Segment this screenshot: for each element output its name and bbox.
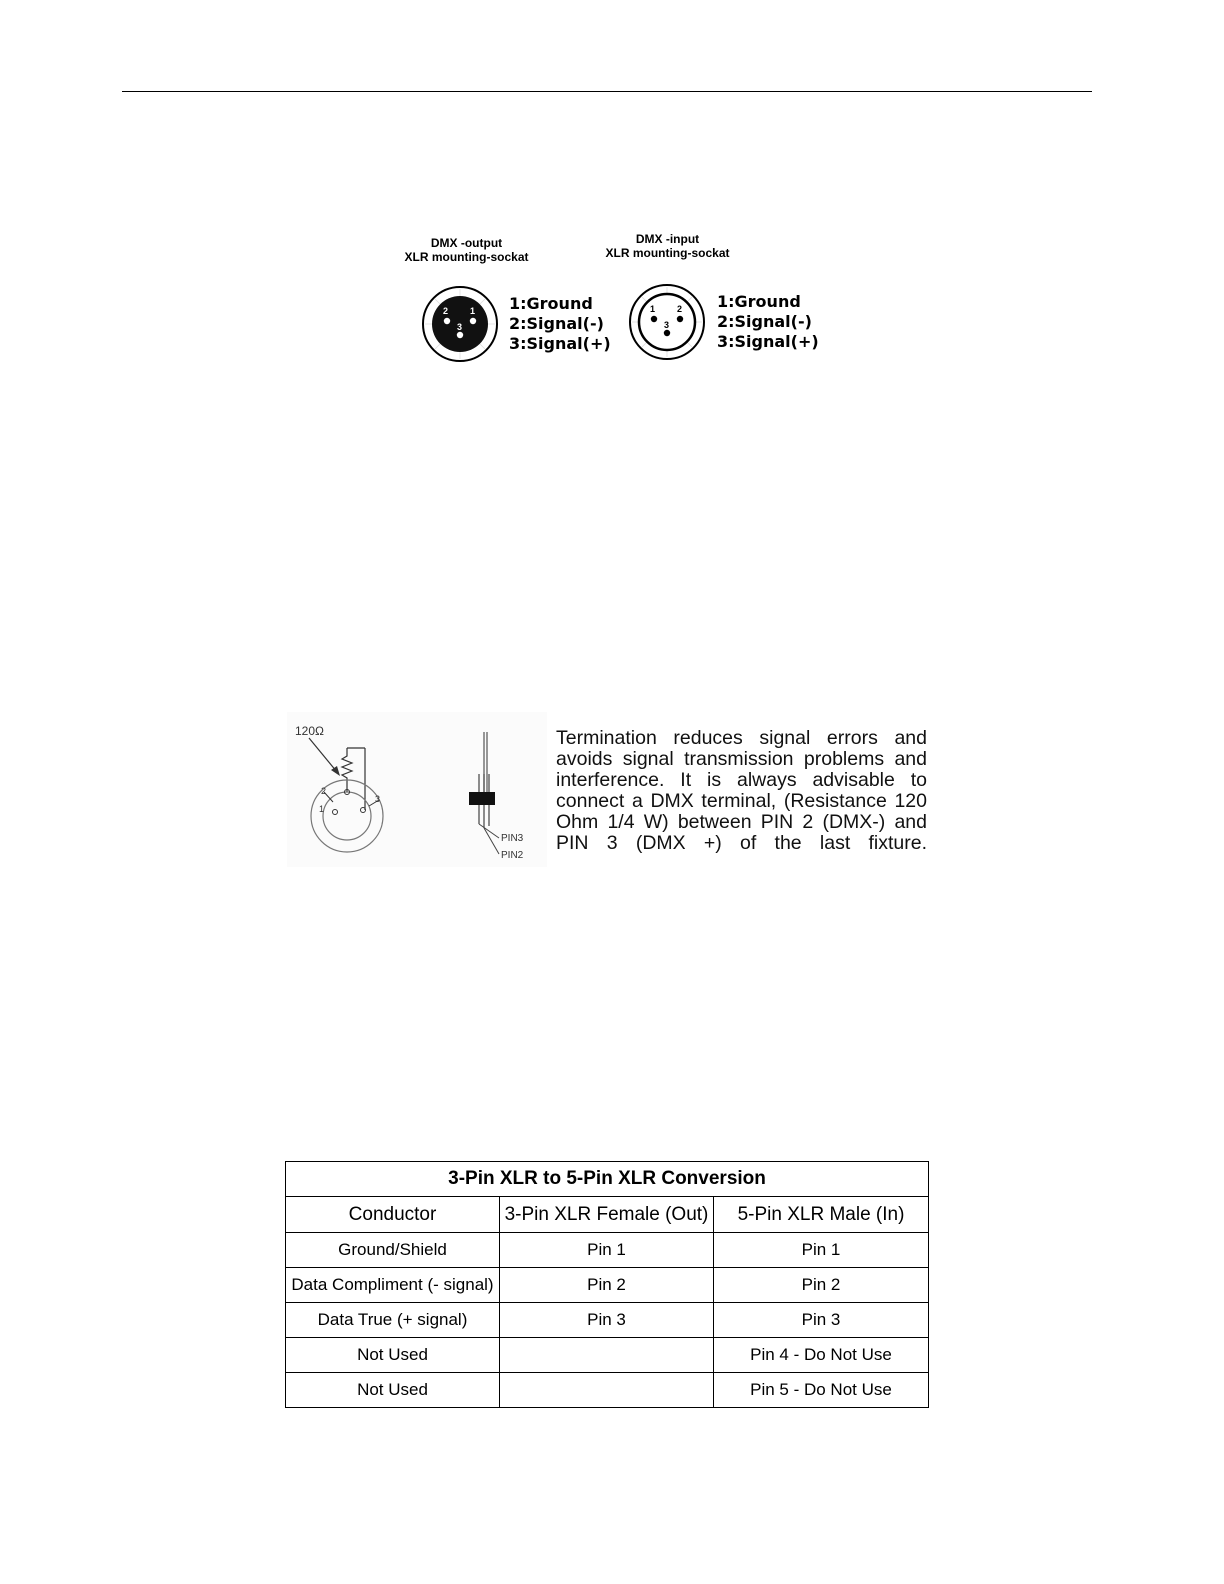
input-socket-subtitle: XLR mounting-sockat — [605, 246, 730, 260]
pin3-label: PIN3 — [501, 833, 524, 844]
conversion-table — [285, 1161, 929, 1408]
pin2-label: PIN2 — [501, 850, 524, 861]
pin-number-label: 2 — [321, 786, 327, 796]
output-socket-icon — [421, 285, 499, 363]
table-cell: Ground/Shield — [286, 1233, 500, 1268]
table-cell: Pin 1 — [714, 1233, 929, 1268]
header-rule — [122, 91, 1092, 92]
table-cell: Pin 1 — [500, 1233, 714, 1268]
output-socket-title: DMX -output — [430, 236, 503, 250]
input-pin-number: 3 — [664, 320, 670, 330]
input-pin-number: 2 — [677, 304, 683, 314]
table-cell: Not Used — [286, 1338, 500, 1373]
table-cell: Pin 3 — [500, 1303, 714, 1338]
input-pin-2-label: 2:Signal(-) — [717, 312, 812, 331]
table-row — [286, 1233, 929, 1268]
output-pin-3-label: 3:Signal(+) — [509, 334, 611, 353]
table-cell: Pin 5 - Do Not Use — [714, 1373, 929, 1408]
column-header-conductor: Conductor — [286, 1197, 500, 1233]
table-cell: Pin 3 — [714, 1303, 929, 1338]
table-row — [286, 1303, 929, 1338]
resistor-label: 120Ω — [295, 724, 324, 738]
output-pin-number: 3 — [457, 322, 463, 332]
output-socket-heading — [394, 236, 539, 264]
pin-number-label: 1 — [319, 804, 325, 814]
termination-description: Termination reduces signal errors and avoids signal transmission problems and interference. It is always advisable to connect a DMX terminal, (Resistance 120 Ohm 1/4 W) between PIN 2 (DMX-) and PIN 3 (DMX +) of the last fixture. — [556, 727, 927, 854]
input-socket-icon — [628, 283, 706, 361]
table-title: 3-Pin XLR to 5-Pin XLR Conversion — [286, 1162, 929, 1197]
output-pin-1-label: 1:Ground — [509, 294, 593, 313]
input-pin-number: 1 — [650, 304, 656, 314]
table-cell — [500, 1338, 714, 1373]
input-pin-list — [717, 292, 819, 352]
table-cell: Data Compliment (- signal) — [286, 1268, 500, 1303]
table-cell: Pin 2 — [714, 1268, 929, 1303]
output-pin-list — [509, 294, 611, 354]
table-cell: Not Used — [286, 1373, 500, 1408]
output-socket-subtitle: XLR mounting-sockat — [404, 250, 529, 264]
input-pin-1-label: 1:Ground — [717, 292, 801, 311]
table-cell — [500, 1373, 714, 1408]
column-header-5pin: 5-Pin XLR Male (In) — [714, 1197, 929, 1233]
table-row — [286, 1338, 929, 1373]
output-pin-number: 2 — [443, 306, 449, 316]
table-cell: Pin 4 - Do Not Use — [714, 1338, 929, 1373]
table-cell: Data True (+ signal) — [286, 1303, 500, 1338]
pin-number-label: 3 — [375, 794, 381, 804]
input-socket-title: DMX -input — [635, 232, 700, 246]
xlr-socket-figure — [390, 228, 830, 368]
table-row — [286, 1373, 929, 1408]
output-pin-number: 1 — [470, 306, 476, 316]
input-socket-heading — [595, 232, 740, 260]
input-pin-3-label: 3:Signal(+) — [717, 332, 819, 351]
column-header-3pin: 3-Pin XLR Female (Out) — [500, 1197, 714, 1233]
termination-figure — [287, 712, 547, 867]
table-row — [286, 1268, 929, 1303]
table-cell: Pin 2 — [500, 1268, 714, 1303]
output-pin-2-label: 2:Signal(-) — [509, 314, 604, 333]
